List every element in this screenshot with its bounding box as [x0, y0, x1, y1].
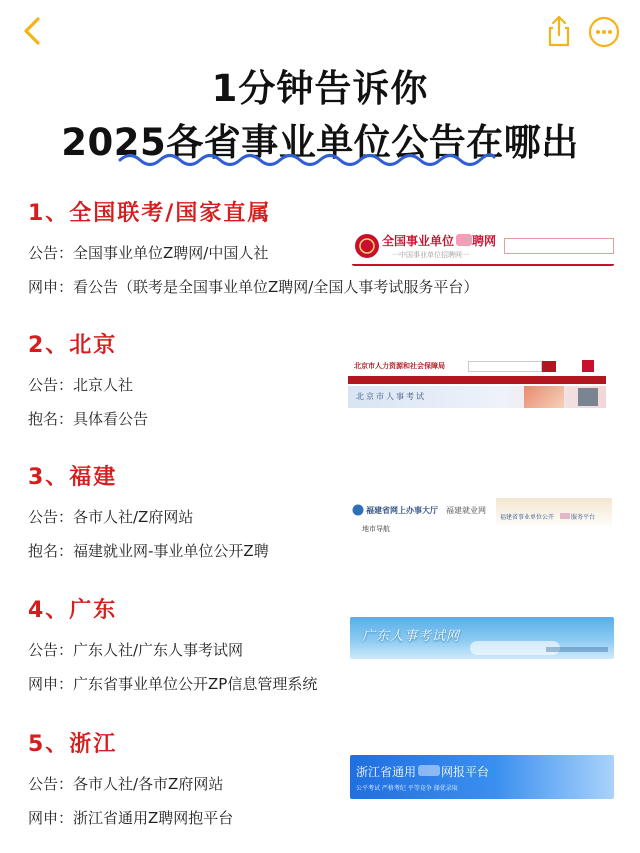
website-thumbnail: [350, 755, 614, 799]
website-thumbnail: [350, 498, 612, 540]
announcement-line: 公告：北京人社: [28, 376, 134, 394]
site-tag: 福建就业网: [446, 506, 486, 515]
chevron-left-icon[interactable]: [16, 14, 50, 48]
site-subtitle: 一中国事业单位招聘网一: [392, 251, 469, 259]
nav-links: [546, 647, 608, 652]
share-icon[interactable]: [542, 14, 576, 48]
blurred-word: [560, 513, 570, 519]
announcement-line: 公告：全国事业单位Z聘网/中国人社: [28, 244, 269, 262]
announcement-line: 公告：广东人社/广东人事考试网: [28, 641, 244, 659]
site-slogan: 公平考试 严格考纪 平等竞争 择优录取: [356, 785, 458, 792]
section-guangdong: [0, 593, 640, 703]
section-heading: 4、广东: [28, 598, 118, 623]
application-line: 网申：浙江省通用Z聘网抱平台: [28, 809, 234, 827]
site-name-suffix: 网报平台: [441, 765, 490, 779]
site-name: 全国事业单位: [382, 234, 455, 248]
search-box[interactable]: [468, 361, 542, 372]
blurred-word: [418, 765, 440, 776]
section-beijing: [0, 328, 640, 438]
announcement-line: 公告：各市人社/Z府网站: [28, 508, 194, 526]
qr-code: [582, 360, 594, 372]
banner-text: 福建省事业单位公开: [500, 514, 555, 521]
section-heading: 2、北京: [28, 333, 118, 358]
more-icon[interactable]: [588, 16, 620, 48]
site-name: 北京市人力资源和社会保障局: [354, 362, 445, 370]
website-thumbnail: [352, 230, 614, 266]
website-thumbnail: [348, 358, 606, 410]
banner-text: 北京市人事考试: [356, 392, 426, 401]
search-box[interactable]: [504, 238, 614, 254]
wavy-underline: [118, 148, 496, 170]
banner-figure: [524, 386, 564, 408]
page-title-line2: 2025各省事业单位公告在哪出: [61, 121, 579, 164]
site-name: 浙江省通用: [356, 765, 417, 779]
emblem-icon: [352, 504, 364, 516]
site-name: 福建省网上办事大厅: [366, 506, 438, 515]
nav-bar: [348, 376, 606, 384]
registration-line: 抱名：具体看公告: [28, 410, 149, 428]
registration-line: 抱名：福建就业网-事业单位公开Z聘: [28, 542, 269, 560]
section-heading: 5、浙江: [28, 732, 118, 757]
application-line: 网申：看公告（联考是全国事业单位Z聘网/全国人事考试服务平台）: [28, 278, 479, 296]
application-line: 网申：广东省事业单位公开ZP信息管理系统: [28, 675, 318, 693]
site-name-suffix: 聘网: [472, 234, 497, 248]
page-title-line1: 1分钟告诉你: [211, 67, 429, 110]
website-thumbnail: [350, 617, 614, 659]
emblem-icon: [354, 233, 380, 259]
city-nav-label: 地市导航: [362, 525, 390, 533]
search-button[interactable]: [542, 361, 556, 372]
top-nav-bar: [0, 0, 640, 62]
blurred-word: [456, 234, 472, 246]
section-heading: 1、全国联考/国家直属: [28, 201, 272, 226]
site-name: 广东人事考试网: [362, 629, 461, 644]
section-fujian: [0, 460, 640, 570]
section-heading: 3、福建: [28, 465, 118, 490]
section-national: [0, 196, 640, 306]
announcement-line: 公告：各市人社/各市Z府网站: [28, 775, 224, 793]
banner-photo: [578, 388, 598, 406]
section-zhejiang: [0, 727, 640, 837]
banner-text-suffix: 服务平台: [571, 514, 596, 521]
